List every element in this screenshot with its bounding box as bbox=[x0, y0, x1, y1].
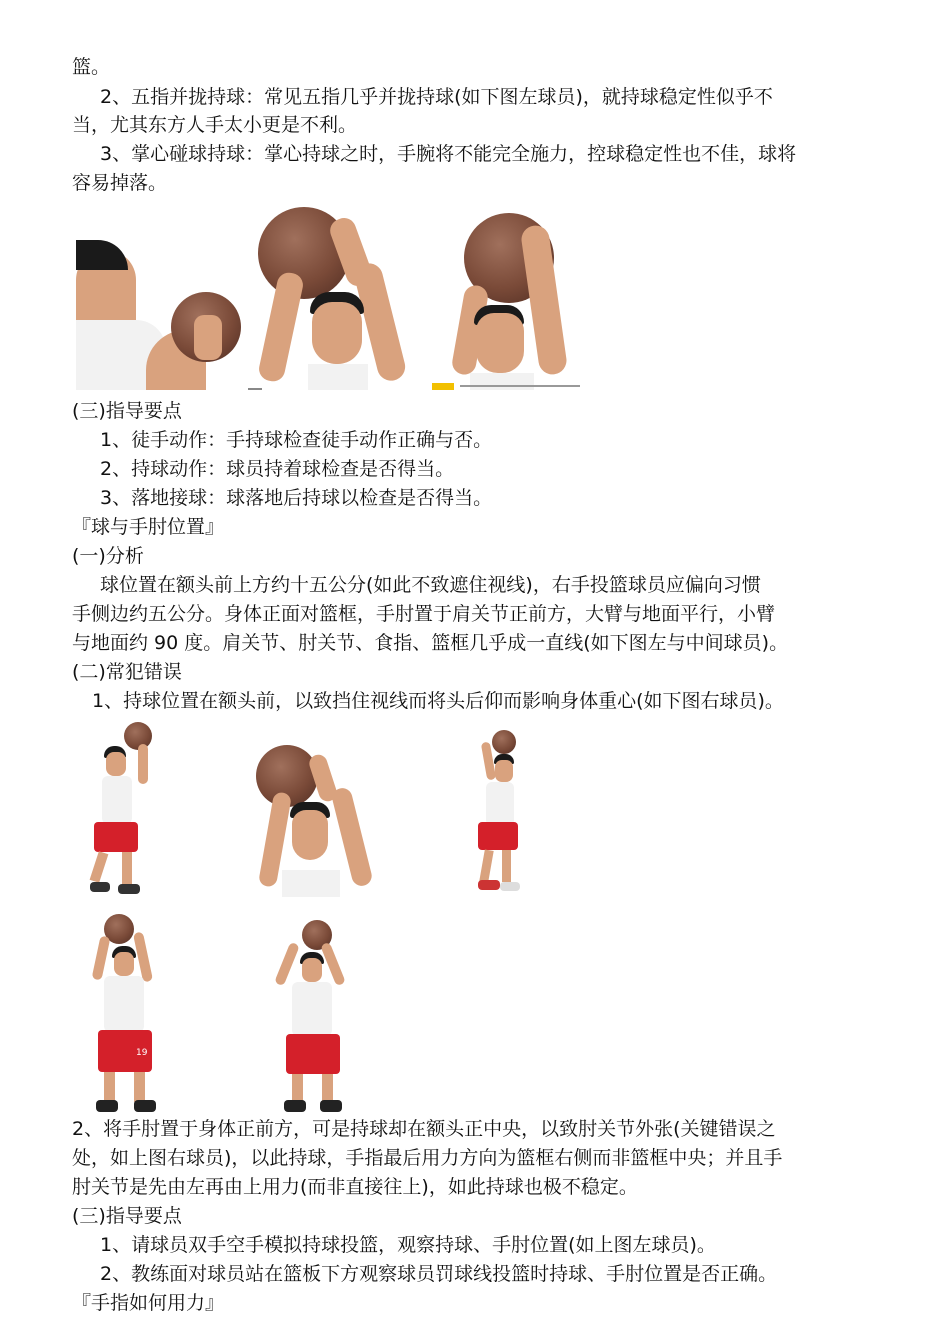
photo-ball-palm-hold bbox=[430, 205, 590, 390]
photo-ball-hold-front-2 bbox=[256, 742, 376, 897]
text-line: 1、徒手动作：手持球检查徒手动作正确与否。 bbox=[100, 429, 493, 451]
text-line: 手侧边约五公分。身体正面对篮框，手肘置于肩关节正前方，大臂与地面平行，小臂 bbox=[72, 603, 776, 625]
photo-player-shooting-right bbox=[462, 728, 537, 896]
text-line: 2、将手肘置于身体正前方，可是持球却在额头正中央，以致肘关节外张(关键错误之 bbox=[72, 1118, 776, 1140]
text-line: 2、教练面对球员站在篮板下方观察球员罚球线投篮时持球、手肘位置是否正确。 bbox=[100, 1263, 778, 1285]
text-line: 球位置在额头前上方约十五公分(如此不致遮住视线)，右手投篮球员应偏向习惯 bbox=[100, 574, 761, 596]
text-line: 当，尤其东方人手太小更是不利。 bbox=[72, 114, 358, 136]
section-heading: (三)指导要点 bbox=[72, 1205, 182, 1227]
photo-ball-hold-side bbox=[76, 240, 246, 390]
section-heading: (一)分析 bbox=[72, 545, 144, 567]
text-line: 与地面约 90 度。肩关节、肘关节、食指、篮框几乎成一直线(如下图左与中间球员)。 bbox=[72, 632, 789, 654]
text-line: 3、落地接球：球落地后持球以检查是否得当。 bbox=[100, 487, 493, 509]
text-line: 2、持球动作：球员持着球检查是否得当。 bbox=[100, 458, 455, 480]
section-title: 『球与手肘位置』 bbox=[72, 516, 225, 538]
text-line: 2、五指并拢持球：常见五指几乎并拢持球(如下图左球员)，就持球稳定性似乎不 bbox=[100, 86, 773, 108]
photo-player-red-shorts-left bbox=[88, 912, 168, 1117]
text-line: 3、掌心碰球持球：掌心持球之时，手腕将不能完全施力，控球稳定性也不佳，球将 bbox=[100, 143, 797, 165]
photo-ball-hold-front bbox=[248, 202, 423, 390]
section-heading: (三)指导要点 bbox=[72, 400, 182, 422]
section-heading: (二)常犯错误 bbox=[72, 661, 182, 683]
text-line: 1、请球员双手空手模拟持球投篮，观察持球、手肘位置(如上图左球员)。 bbox=[100, 1234, 716, 1256]
text-line: 处，如上图右球员)，以此持球，手指最后用力方向为篮框右侧而非篮框中央；并且手 bbox=[72, 1147, 783, 1169]
text-line: 篮。 bbox=[72, 56, 111, 78]
text-line: 1、持球位置在额头前，以致挡住视线而将头后仰而影响身体重心(如下图右球员)。 bbox=[92, 690, 784, 712]
photo-player-shooting-side bbox=[84, 722, 164, 897]
jersey-number: 19 bbox=[136, 1048, 148, 1058]
section-title: 『手指如何用力』 bbox=[72, 1292, 225, 1314]
photo-player-red-shorts-right bbox=[272, 918, 352, 1116]
text-line: 容易掉落。 bbox=[72, 172, 168, 194]
text-line: 肘关节是先由左再由上用力(而非直接往上)，如此持球也极不稳定。 bbox=[72, 1176, 638, 1198]
